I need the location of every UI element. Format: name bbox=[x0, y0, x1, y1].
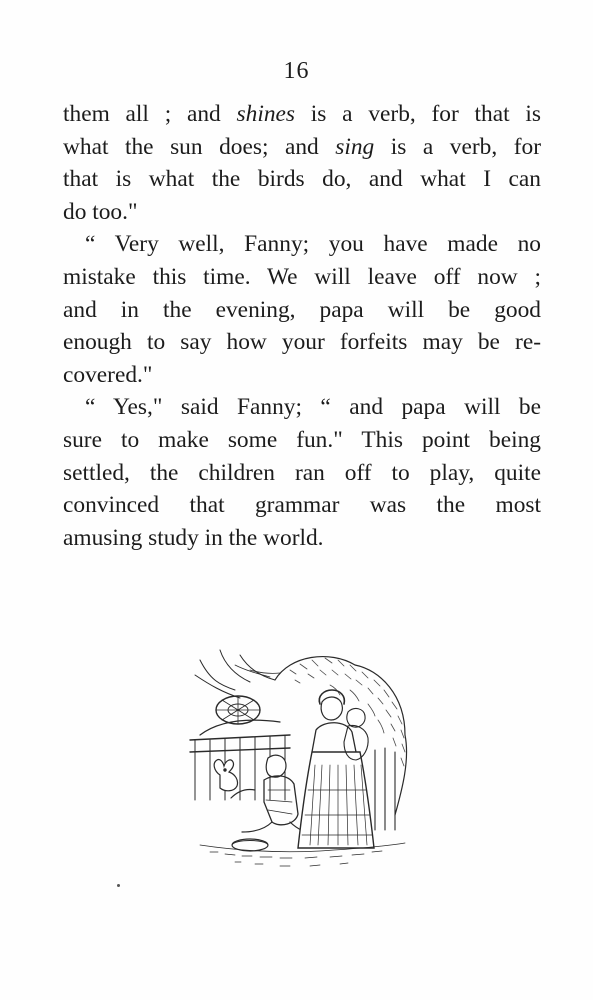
text-line: mistake this time. We will leave off now ; bbox=[63, 263, 541, 290]
text-line: “ Yes," said Fanny; “ and papa will be bbox=[85, 394, 541, 421]
text-line: covered." bbox=[63, 361, 153, 388]
text-line: amusing study in the world. bbox=[63, 524, 324, 551]
text-line: that is what the birds do, and what I can bbox=[63, 166, 541, 193]
emphasized-word: shines bbox=[236, 101, 296, 127]
emphasized-word: sing bbox=[335, 133, 375, 160]
paper-speck bbox=[117, 884, 120, 887]
text-line: enough to say how your forfeits may be re- bbox=[63, 329, 541, 356]
engraving-illustration-icon bbox=[180, 640, 420, 880]
text-line: settled, the children ran off to play, quite bbox=[63, 459, 541, 486]
text-line: “ Very well, Fanny; you have made no bbox=[85, 231, 541, 258]
text-line: and in the evening, papa will be good bbox=[63, 296, 541, 323]
text-line: them all ; and shines is a verb, for that is bbox=[63, 101, 542, 127]
body-text bbox=[63, 98, 541, 554]
text-line: what the sun does; and sing is a verb, for bbox=[63, 133, 541, 160]
text-line: convinced that grammar was the most bbox=[63, 492, 541, 519]
text-line: do too." bbox=[63, 198, 138, 225]
page-number: 16 bbox=[283, 58, 310, 84]
text-line: sure to make some fun." This point being bbox=[63, 426, 541, 453]
